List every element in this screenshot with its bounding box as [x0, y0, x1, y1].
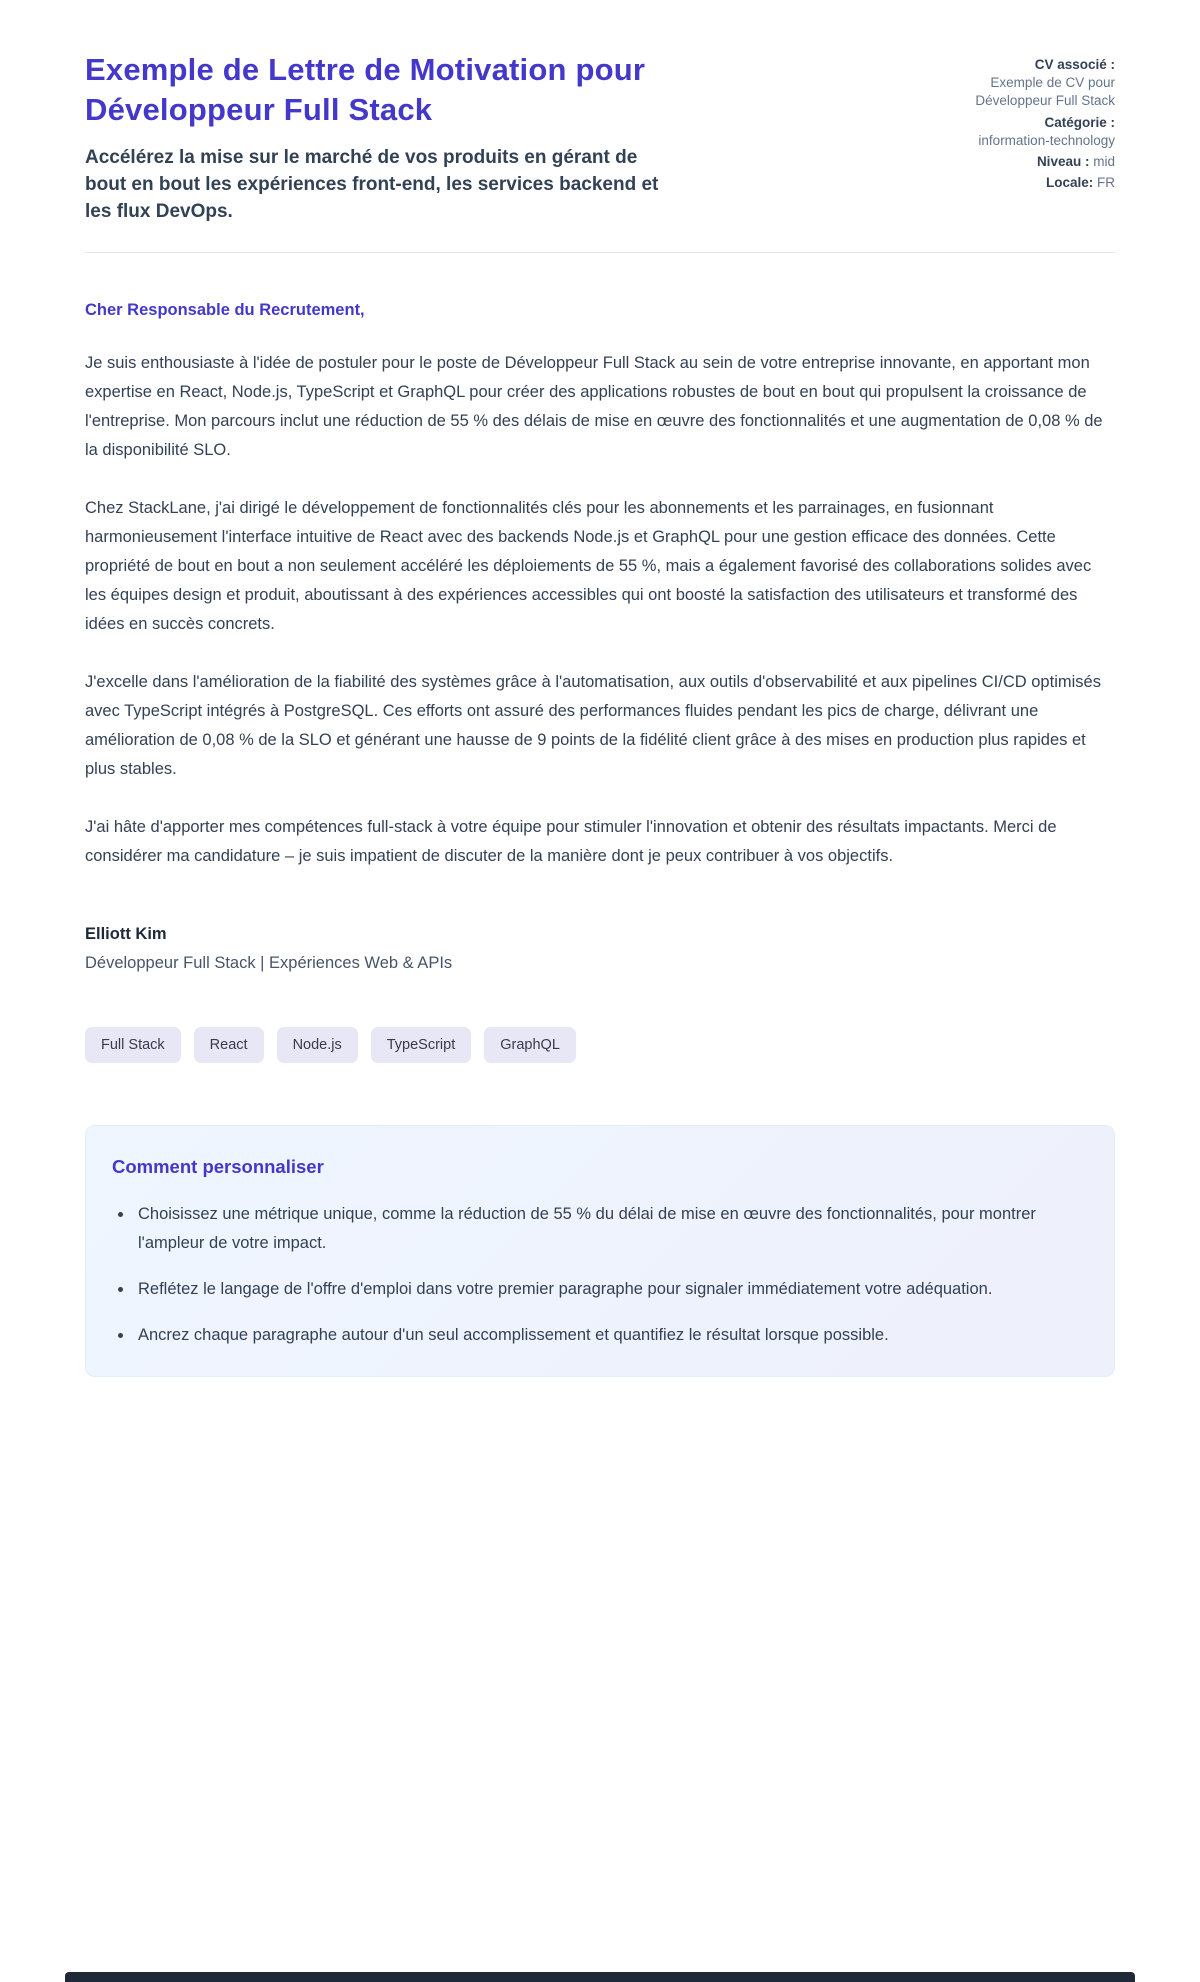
meta-category-label: Catégorie : — [1044, 114, 1115, 130]
meta-locale-value: FR — [1097, 175, 1115, 191]
tips-box — [85, 1125, 1115, 1377]
tag-graphql[interactable]: GraphQL — [484, 1027, 576, 1063]
letter-paragraph-1: Je suis enthousiaste à l'idée de postuler pour le poste de Développeur Full Stack au sein de votre entreprise innovante, en apportant mon expertise en React, Node.js, TypeScript et GraphQL pour créer des applications robustes de bout en bout qui propulsent la croissance de l'entreprise. Mon parcours inclut une réduction de 55 % des délais de mise en œuvre des fonctionnalités et une augmentation de 0,08 % de la disponibilité SLO. — [85, 353, 1103, 459]
letter-paragraph-3: J'excelle dans l'amélioration de la fiabilité des systèmes grâce à l'automatisation, aux outils d'observabilité et aux pipelines CI/CD optimisés avec TypeScript intégrés à PostgreSQL. Ces efforts ont assuré des performances fluides pendant les pics de charge, délivrant une amélioration de 0,08 % de la SLO et générant une hausse de 9 points de la fidélité client grâce à des mises en production plus rapides et plus stables. — [85, 672, 1101, 778]
signature-role: Développeur Full Stack | Expériences Web & APIs — [85, 953, 453, 972]
tips-title: Comment personnaliser — [112, 1155, 324, 1177]
meta-locale — [940, 174, 1115, 192]
greeting: Cher Responsable du Recrutement, — [85, 300, 365, 319]
footer-bar — [65, 1972, 1135, 1982]
tips-list — [112, 1200, 1088, 1350]
tag-nodejs[interactable]: Node.js — [277, 1027, 358, 1063]
tag-full-stack[interactable]: Full Stack — [85, 1027, 181, 1063]
meta-level — [940, 153, 1115, 171]
meta-locale-label: Locale: — [1045, 175, 1094, 191]
meta-category-value: information-technology — [978, 132, 1115, 148]
meta-category — [940, 114, 1115, 150]
letter-body — [85, 301, 1115, 973]
meta-level-label: Niveau : — [1036, 154, 1090, 170]
signature-name: Elliott Kim — [85, 924, 167, 943]
meta-cv-value: Exemple de CV pour Développeur Full Stack — [975, 75, 1115, 109]
header — [85, 50, 1115, 226]
tag-react[interactable]: React — [194, 1027, 264, 1063]
tag-list — [85, 1027, 1115, 1063]
meta-level-value: mid — [1093, 154, 1115, 170]
meta-cv — [940, 56, 1115, 111]
meta-panel — [940, 50, 1115, 196]
header-left — [85, 50, 900, 226]
tip-item-3: • Ancrez chaque paragraphe autour d'un seul accomplissement et quantifiez le résultat lorsque possible. — [134, 1321, 1088, 1350]
divider — [85, 252, 1115, 253]
tip-item-2: • Reflétez le langage de l'offre d'emploi dans votre premier paragraphe pour signaler immédiatement votre adéquation. — [134, 1275, 1088, 1304]
tip-item-1: • Choisissez une métrique unique, comme la réduction de 55 % du délai de mise en œuvre des fonctionnalités, pour montrer l'ampleur de votre impact. — [134, 1200, 1088, 1258]
tag-typescript[interactable]: TypeScript — [371, 1027, 472, 1063]
letter-paragraph-2: Chez StackLane, j'ai dirigé le développement de fonctionnalités clés pour les abonnements et les parrainages, en fusionnant harmonieusement l'interface intuitive de React avec des backends Node.js et GraphQL pour une gestion efficace des données. Cette propriété de bout en bout a non seulement accéléré les déploiements de 55 %, mais a également favorisé des collaborations solides avec les équipes design et produit, aboutissant à des expériences accessibles qui ont boosté la satisfaction des utilisateurs et transformé des idées en succès concrets. — [85, 498, 1092, 633]
page-title: Exemple de Lettre de Motivation pour Développeur Full Stack — [85, 52, 646, 128]
letter-paragraph-4: J'ai hâte d'apporter mes compétences full-stack à votre équipe pour stimuler l'innovation et obtenir des résultats impactants. Merci de considérer ma candidature – je suis impatient de discuter de la manière dont je peux contribuer à vos objectifs. — [85, 817, 1057, 865]
page-subtitle: Accélérez la mise sur le marché de vos produits en gérant de bout en bout les expériences front-end, les services backend et les flux DevOps. — [85, 146, 659, 222]
meta-cv-label: CV associé : — [1034, 57, 1115, 72]
